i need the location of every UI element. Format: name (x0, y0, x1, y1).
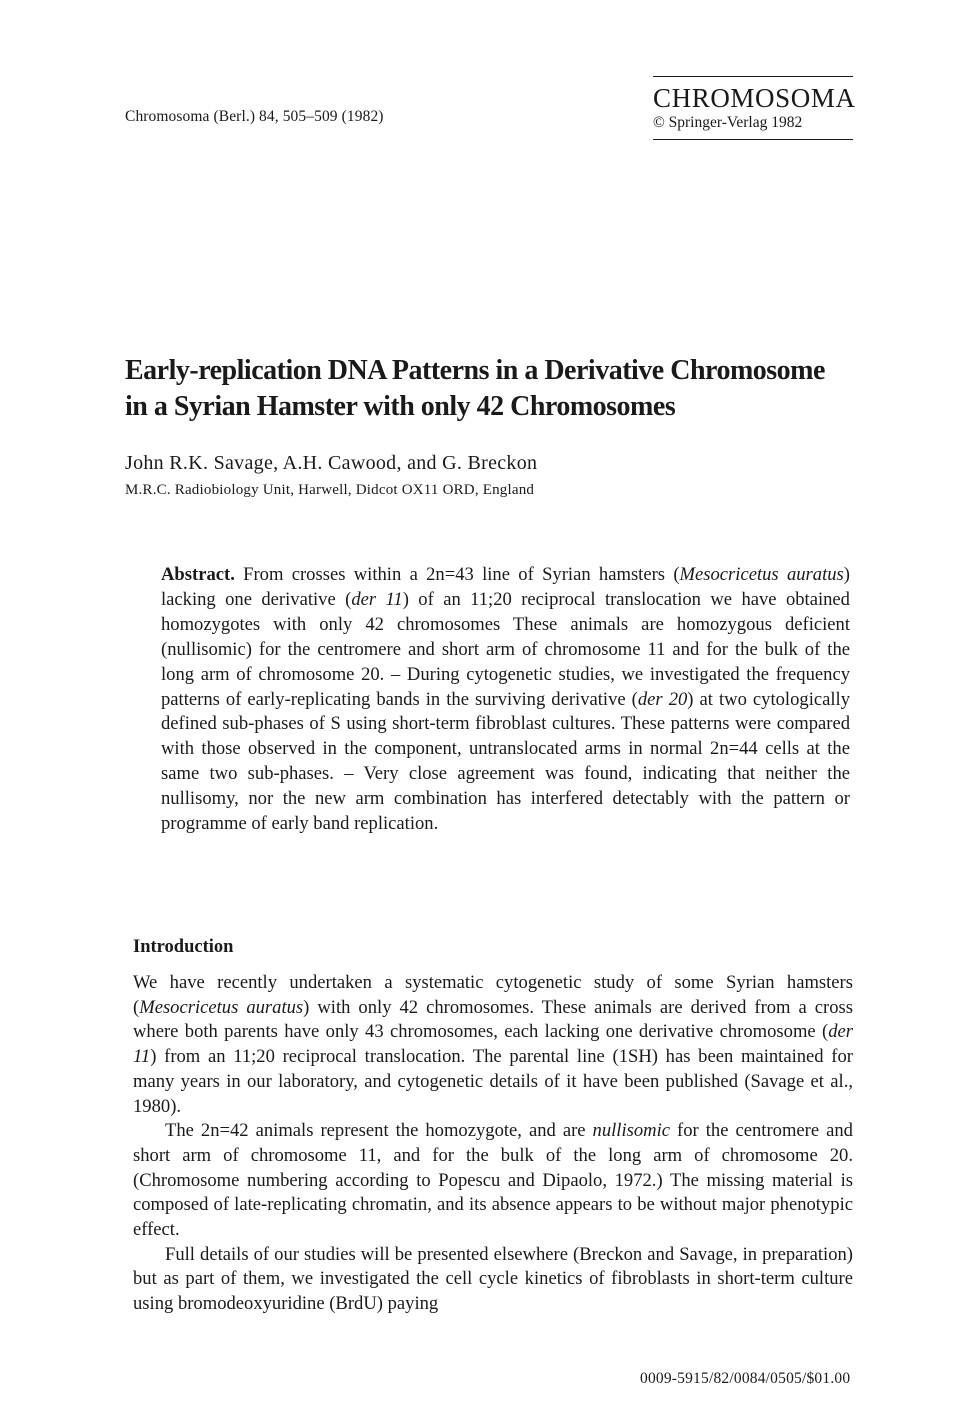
section-heading-introduction: Introduction (133, 937, 234, 957)
journal-citation: Chromosoma (Berl.) 84, 505–509 (1982) (125, 108, 384, 125)
title-line-2: in a Syrian Hamster with only 42 Chromosomes (125, 391, 676, 422)
paper-title (125, 353, 865, 425)
abstract-text-3: ) of an 11;20 reciprocal translocation we have obtained homozygotes with only 42 chromosomes These animals are homozygous deficient (nullisomic) for the centromere and short arm of chromosome 11 and for the bulk of the long arm of chromosome 20. – During cytogenetic studies, we investigated the frequency patterns of early-replicating bands in the surviving derivative ( (161, 588, 850, 710)
intro-p2-nullisomic: nullisomic (592, 1120, 671, 1142)
abstract-der11: der 11 (351, 588, 403, 610)
abstract-text-1: From crosses within a 2n=43 line of Syrian hamsters ( (234, 564, 680, 585)
intro-p2-text-b: for the centromere and short arm of chromosome 11, and for the bulk of the long arm of chromosome 20. (Chromosome numbering according to Popescu and Dipaolo, 1972.) The missing material is composed of late-replicating chromatin, and its absence appears to be without major phenotypic effect. (133, 1120, 853, 1241)
intro-p1-text-b: ) with only 42 chromosomes. These animals are derived from a cross where both parents have only 43 chromosomes, each lacking one derivative chromosome ( (133, 996, 853, 1043)
abstract-text-4: ) at two cytologically defined sub-phases of S using short-term fibroblast cultures. These patterns were compared with those observed in the component, untranslocated arms in normal 2n=44 cells at the same two sub-phases. – Very close agreement was found, indicating that neither the nullisomy, nor the new arm combination has interfered detectably with the pattern or programme of early band replication. (161, 688, 850, 835)
intro-p1-text-a: We have recently undertaken a systematic cytogenetic study of some Syrian hamsters ( (133, 972, 853, 1018)
intro-paragraph-1 (133, 971, 853, 1119)
copyright-notice: © Springer-Verlag 1982 (653, 114, 803, 131)
authors: John R.K. Savage, A.H. Cawood, and G. Breckon (125, 452, 538, 474)
title-line-1: Early-replication DNA Patterns in a Derivative Chromosome (125, 355, 825, 386)
abstract (161, 563, 850, 837)
intro-p1-text-c: ) from an 11;20 reciprocal translocation. The parental line (1SH) has been maintained for many years in our laboratory, and cytogenetic details of it have been published (Savage et al., 1980). (133, 1046, 853, 1117)
intro-p1-species: Mesocricetus auratus (139, 996, 304, 1018)
journal-brand (653, 76, 856, 140)
journal-name: CHROMOSOMA (653, 83, 856, 113)
abstract-text-2: ) lacking one derivative ( (161, 564, 850, 610)
issn-code: 0009-5915/82/0084/0505/$01.00 (640, 1370, 851, 1387)
affiliation: M.R.C. Radiobiology Unit, Harwell, Didcot OX11 ORD, England (125, 482, 535, 498)
intro-p1-der11: der 11 (133, 1021, 853, 1068)
abstract-der20: der 20 (637, 688, 688, 710)
abstract-species: Mesocricetus auratus (679, 564, 844, 585)
intro-paragraph-2 (133, 1119, 853, 1243)
intro-p2-text-a: The 2n=42 animals represent the homozygote, and are (165, 1120, 593, 1142)
intro-paragraph-3: Full details of our studies will be presented elsewhere (Breckon and Savage, in preparation) but as part of them, we investigated the cell cycle kinetics of fibroblasts in short-term culture using bromodeoxyuridine (BrdU) paying (133, 1243, 853, 1315)
brand-rule-top (653, 76, 853, 77)
abstract-label: Abstract. (161, 564, 235, 585)
brand-rule-bottom (653, 139, 853, 140)
introduction-body (133, 971, 853, 1317)
